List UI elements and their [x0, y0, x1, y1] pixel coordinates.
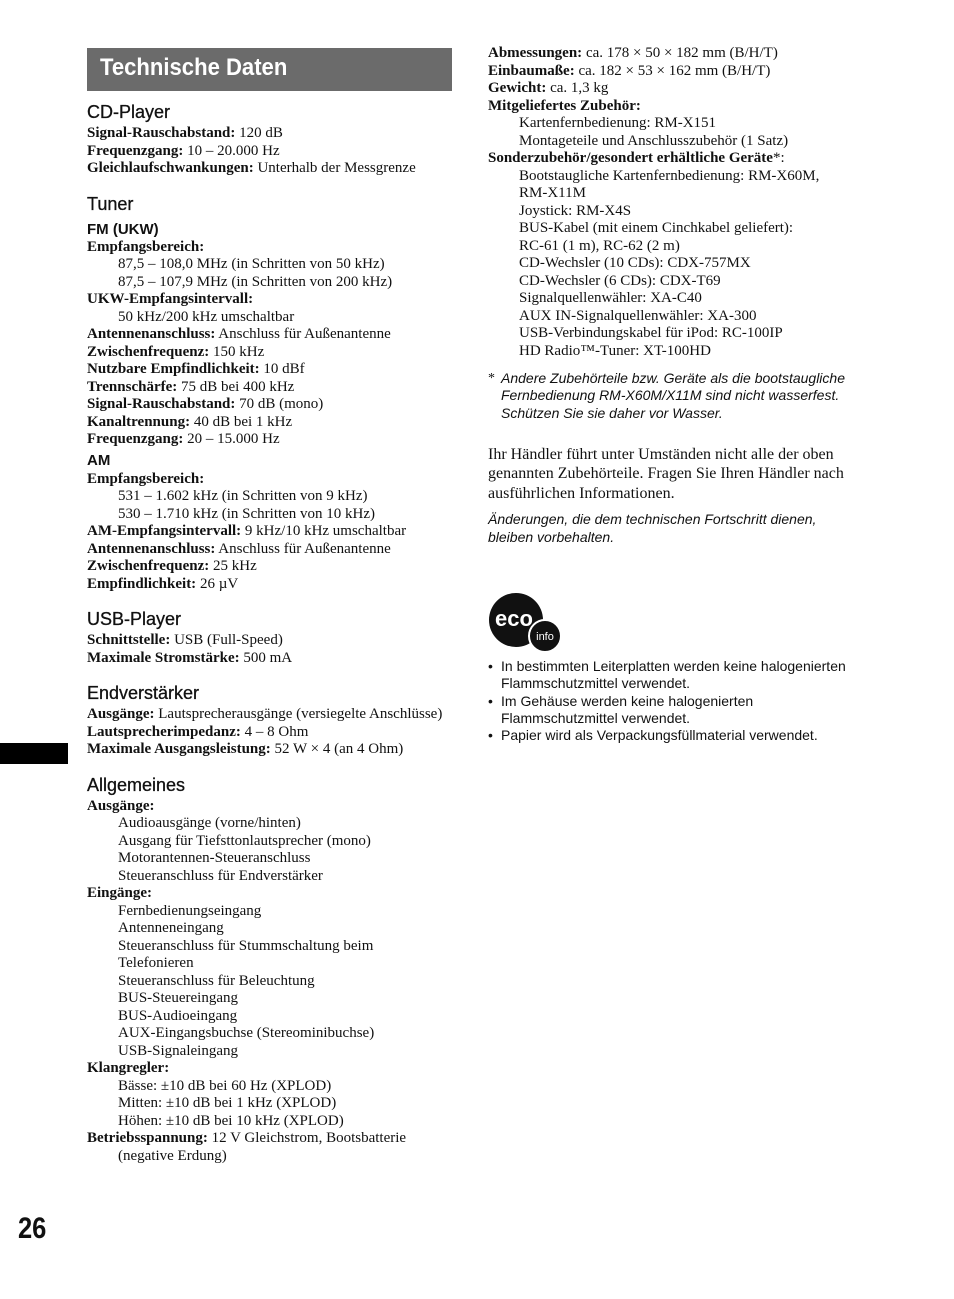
- spec-value: CD-Wechsler (6 CDs): CDX-T69: [519, 272, 721, 289]
- spec-line: AM-Empfangsintervall: 9 kHz/10 kHz umschaltbar: [87, 523, 407, 539]
- spec-value: Steueranschluss für Endverstärker: [118, 867, 323, 884]
- section-heading-general: Allgemeines: [87, 774, 186, 795]
- section-heading-usb-player: USB-Player: [87, 609, 182, 629]
- spec-label: Eingänge:: [87, 885, 153, 901]
- spec-label: Ausgänge:: [87, 797, 155, 814]
- spec-value: Kartenfernbedienung: RM-X151: [519, 115, 717, 131]
- spec-value: Audioausgänge (vorne/hinten): [118, 815, 301, 831]
- subheading-am: AM: [87, 451, 111, 469]
- spec-line: Gewicht: ca. 1,3 kg: [488, 80, 609, 96]
- spec-line: Frequenzgang: 20 – 15.000 Hz: [87, 431, 280, 447]
- spec-value: CD-Wechsler (10 CDs): CDX-757MX: [519, 255, 751, 271]
- spec-value: Fernbedienungseingang: [118, 902, 262, 919]
- spec-value: Motorantennen-Steueranschluss: [118, 850, 311, 866]
- info-logo-text: info: [536, 631, 554, 643]
- left-column: [87, 48, 457, 1165]
- spec-value: Bootstaugliche Kartenfernbedienung: RM-X60M,: [519, 167, 820, 184]
- footnote-text: Andere Zubehörteile bzw. Geräte als die bootstaugliche Fernbedienung RM-X60M/X11M sind nicht wasserfest. Schützen Sie sie daher vor Wasser.: [501, 370, 845, 421]
- am-specs: [87, 471, 457, 594]
- spec-label: Empfangsbereich:: [87, 470, 205, 487]
- spec-label: Klangregler:: [87, 1060, 170, 1076]
- section-heading-tuner: Tuner: [87, 193, 134, 214]
- list-item: • Im Gehäuse werden keine halogenierten Flammschutzmittel verwendet.: [488, 692, 754, 726]
- spec-line: Signal-Rauschabstand: 70 dB (mono): [87, 396, 324, 412]
- eco-bullet-list: [488, 658, 858, 744]
- amplifier-specs: [87, 706, 457, 759]
- spec-line: Zwischenfrequenz: 25 kHz: [87, 558, 257, 574]
- eco-logo-text: eco: [495, 606, 533, 631]
- spec-label: Mitgeliefertes Zubehör:: [488, 97, 641, 114]
- eco-info-logo: [489, 590, 564, 655]
- spec-line: Betriebsspannung: 12 V Gleichstrom, Bootsbatterie (negative Erdung): [87, 1130, 407, 1164]
- spec-label: Sonderzubehör/gesondert erhältliche Geräte*:: [488, 150, 785, 166]
- section-heading-cd-player: CD-Player: [87, 102, 171, 122]
- spec-value: RM-X11M: [519, 185, 586, 201]
- spec-label: Empfangsbereich:: [87, 238, 205, 255]
- spec-line: Abmessungen: ca. 178 × 50 × 182 mm (B/H/T): [488, 45, 778, 61]
- spec-line: Antennenanschluss: Anschluss für Außenantenne: [87, 326, 391, 342]
- page-title: Technische Daten: [100, 54, 288, 81]
- spec-value: Signalquellenwähler: XA-C40: [519, 290, 702, 306]
- footnote: [488, 370, 858, 422]
- spec-line: Kanaltrennung: 40 dB bei 1 kHz: [87, 413, 293, 430]
- spec-value: RC-61 (1 m), RC-62 (2 m): [519, 237, 680, 254]
- spec-line: Antennenanschluss: Anschluss für Außenantenne: [87, 540, 391, 557]
- spec-value: BUS-Kabel (mit einem Cinchkabel geliefert):: [519, 220, 794, 236]
- spec-line: Maximale Ausgangsleistung: 52 W × 4 (an 4 Ohm): [87, 741, 404, 757]
- spec-value: Ausgang für Tiefsttonlautsprecher (mono): [118, 832, 371, 849]
- spec-value: Montageteile und Anschlusszubehör (1 Satz): [519, 132, 789, 149]
- cd-player-specs: [87, 125, 457, 178]
- fm-specs: [87, 239, 457, 449]
- spec-value: 50 kHz/200 kHz umschaltbar: [118, 308, 295, 325]
- spec-value: 87,5 – 108,0 MHz (in Schritten von 50 kHz): [118, 256, 385, 272]
- spec-value: Telefonieren: [118, 955, 194, 971]
- spec-value: AUX-Eingangsbuchse (Stereominibuchse): [118, 1025, 375, 1041]
- spec-line: Zwischenfrequenz: 150 kHz: [87, 343, 265, 360]
- spec-line: Gleichlaufschwankungen: Unterhalb der Messgrenze: [87, 160, 416, 176]
- spec-line: Trennschärfe: 75 dB bei 400 kHz: [87, 378, 295, 395]
- spec-value: Steueranschluss für Stummschaltung beim: [118, 937, 374, 954]
- spec-line: Lautsprecherimpedanz: 4 – 8 Ohm: [87, 723, 309, 740]
- spec-value: HD Radio™-Tuner: XT-100HD: [519, 342, 711, 359]
- dimensions-specs: [488, 45, 858, 360]
- usb-player-specs: [87, 632, 457, 667]
- spec-value: BUS-Audioeingang: [118, 1007, 238, 1024]
- subheading-fm: FM (UKW): [87, 220, 159, 238]
- list-item: • Papier wird als Verpackungsfüllmaterial verwendet.: [488, 727, 818, 744]
- spec-value: Mitten: ±10 dB bei 1 kHz (XPLOD): [118, 1095, 337, 1111]
- spec-value: Bässe: ±10 dB bei 60 Hz (XPLOD): [118, 1077, 332, 1094]
- general-specs: [87, 798, 457, 1166]
- section-heading-amplifier: Endverstärker: [87, 683, 200, 703]
- spec-value: 87,5 – 107,9 MHz (in Schritten von 200 kHz): [118, 273, 393, 290]
- spec-value: USB-Signaleingang: [118, 1042, 238, 1059]
- title-bar: [87, 48, 452, 91]
- spec-value: 531 – 1.602 kHz (in Schritten von 9 kHz): [118, 488, 368, 504]
- spec-value: Joystick: RM-X4S: [519, 202, 632, 219]
- spec-value: Höhen: ±10 dB bei 10 kHz (XPLOD): [118, 1112, 344, 1129]
- spec-line: Frequenzgang: 10 – 20.000 Hz: [87, 142, 280, 159]
- spec-value: AUX IN-Signalquellenwähler: XA-300: [519, 307, 757, 324]
- spec-value: BUS-Steuereingang: [118, 990, 238, 1006]
- spec-line: Empfindlichkeit: 26 µV: [87, 575, 239, 592]
- spec-value: 530 – 1.710 kHz (in Schritten von 10 kHz): [118, 505, 376, 522]
- spec-line: Maximale Stromstärke: 500 mA: [87, 649, 293, 666]
- dealer-note: Ihr Händler führt unter Umständen nicht alle der oben genannten Zubehörteile. Fragen Sie Ihren Händler nach ausführlichen Informationen.: [488, 445, 844, 502]
- page-number: 26: [18, 1212, 47, 1245]
- side-tab-marker: [0, 743, 68, 764]
- spec-line: Signal-Rauschabstand: 120 dB: [87, 125, 283, 141]
- spec-label: UKW-Empfangsintervall:: [87, 291, 254, 307]
- list-item: • In bestimmten Leiterplatten werden keine halogenierten Flammschutzmittel verwendet.: [488, 658, 846, 692]
- right-column: [488, 45, 858, 546]
- spec-value: USB-Verbindungskabel für iPod: RC-100IP: [519, 325, 783, 341]
- spec-line: Schnittstelle: USB (Full-Speed): [87, 632, 283, 648]
- spec-line: Ausgänge: Lautsprecherausgänge (versiegelte Anschlüsse): [87, 706, 443, 722]
- spec-value: Steueranschluss für Beleuchtung: [118, 972, 315, 989]
- change-note: Änderungen, die dem technischen Fortschritt dienen, bleiben vorbehalten.: [488, 511, 817, 545]
- spec-line: Nutzbare Empfindlichkeit: 10 dBf: [87, 361, 305, 377]
- spec-line: Einbaumaße: ca. 182 × 53 × 162 mm (B/H/T): [488, 62, 771, 79]
- spec-value: Antenneneingang: [118, 920, 224, 936]
- footnote-star: *: [488, 371, 495, 386]
